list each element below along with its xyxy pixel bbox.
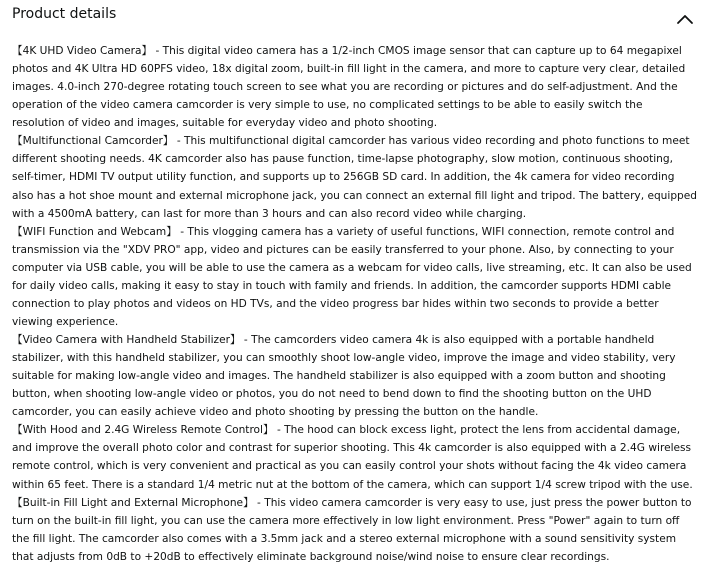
feature-text: - The hood can block excess light, protect the lens from accidental damage, and improve the overall photo color and contrast for superior shooting. This 4k camcorder is also equipped with a 2.4G wireless remote control, which is very convenient and practical as you can easily control your shots without facing the 4k video camera within 65 feet. There is a standard 1/4 metric nut at the bottom of the camera, which can support 1/4 screw tripod with the use.: [12, 424, 693, 491]
collapse-toggle-button[interactable]: [675, 12, 695, 26]
feature-paragraph-4k-uhd: [12, 42, 698, 132]
feature-text: - This vlogging camera has a variety of useful functions, WIFI connection, remote control and transmission via the "XDV PRO" app, video and pictures can be easily transferred to your phone. Also, by connecting to your computer via USB cable, you will be able to use the camera as a webcam for video calls, live streaming, etc. It can also be used for daily video calls, making it easy to stay in touch with family and friends. In addition, the camcorder supports HDMI cable connection to play photos and videos on HD TVs, and the video progress bar hides within two seconds to provide a better viewing experience.: [12, 225, 692, 328]
section-title: Product details: [12, 6, 117, 22]
feature-heading: 【Multifunctional Camcorder】: [12, 135, 174, 148]
feature-paragraph-fill-light-mic: [12, 494, 698, 566]
feature-heading: 【WIFI Function and Webcam】: [12, 225, 177, 238]
section-header[interactable]: [0, 0, 717, 34]
feature-heading: 【Built-in Fill Light and External Microphone】: [12, 496, 254, 509]
feature-paragraph-wifi-webcam: [12, 223, 698, 331]
feature-text: - This video camera camcorder is very easy to use, just press the power button to turn on the built-in fill light, you can use the camera more effectively in low light environment. Press "Power" again to turn off the fill light. The camcorder also comes with a 3.5mm jack and a stereo external microphone with a sound sensitivity system that adjusts from 0dB to +20dB to effectively eliminate background noise/wind noise to ensure clear recordings.: [12, 496, 692, 563]
feature-paragraph-stabilizer: [12, 331, 698, 421]
feature-text: - The camcorders video camera 4k is also equipped with a portable handheld stabilizer, with this handheld stabilizer, you can smoothly shoot low-angle video, improve the image and video stability, very suitable for making low-angle video and images. The handheld stabilizer is also equipped with a zoom button and shooting button, when shooting low-angle video or photos, you do not need to bend down to find the shooting button on the UHD camcorder, you can easily achieve video and photo shooting by pressing the button on the handle.: [12, 334, 676, 419]
feature-paragraph-hood-remote: [12, 421, 698, 493]
chevron-up-icon: [675, 12, 695, 26]
feature-heading: 【Video Camera with Handheld Stabilizer】: [12, 334, 241, 346]
feature-heading: 【4K UHD Video Camera】: [12, 45, 153, 57]
feature-text: - This multifunctional digital camcorder has various video recording and photo functions to meet different shooting needs. 4K camcorder also has pause function, time-lapse photography, slow motion, continuous shooting, self-timer, HDMI TV output utility function, and supports up to 256GB SD card. In addition, the 4k camera for video recording also has a hot shoe mount and external microphone jack, you can connect an external fill light and tripod. The battery, equipped with a 4500mA battery, can last for more than 3 hours and can also record video while charging.: [12, 135, 698, 220]
feature-heading: 【With Hood and 2.4G Wireless Remote Control】: [12, 424, 274, 437]
feature-paragraph-multifunctional: [12, 132, 698, 222]
product-description: [12, 42, 698, 566]
feature-text: - This digital video camera has a 1/2-inch CMOS image sensor that can capture up to 64 megapixel photos and 4K Ultra HD 60PFS video, 18x digital zoom, built-in fill light in the camera, and more to capture very clear, detailed images. 4.0-inch 270-degree rotating touch screen to see what you are recording or pictures and do self-adjustment. And the operation of the video camera camcorder is very simple to use, no complicated settings to be able to easily switch the resolution of video and images, suitable for everyday video and photo shooting.: [12, 45, 686, 130]
